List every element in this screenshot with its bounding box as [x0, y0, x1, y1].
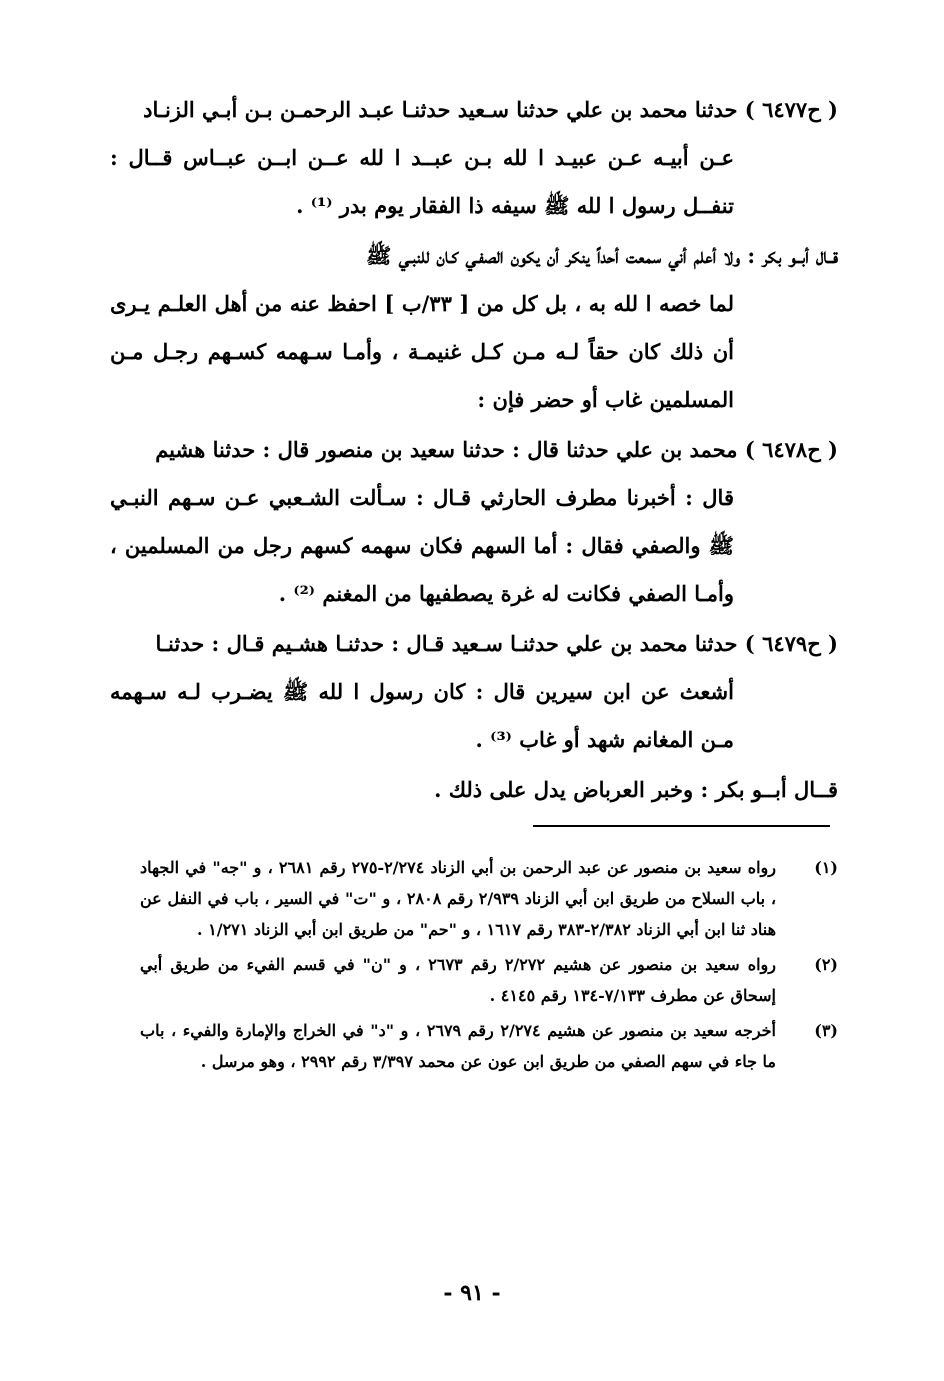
paragraph-first-line: ( ح٦٤٧٨ ) محمد بن علي حدثنا قال : حدثنا سعيد بن منصور قال : حدثنا هشيم — [155, 437, 838, 462]
footnote-2 — [140, 949, 838, 1011]
paragraph-continuation: لما خصه ا لله به ، بل كل من [ ٣٣/ب ] احفظ عنه من أهل العلـم يـرى أن ذلك كان حقاً لـه مـن كـل غنيمـة ، وأمـا سـهمه كسـهم رجـل مـن المسلمين غاب أو حضر فإن : — [110, 291, 734, 412]
footnotes — [140, 852, 838, 1081]
paragraph-first-line: قــال أبــو بكر : وخبر العرباض يدل على ذلك . — [434, 777, 838, 802]
paragraph-first-line: قــال أبــو بكر : ولا أعلم أني سمعت أحداً ينكر أن يكون الصفـي كـان للنبـي ﷺ — [365, 243, 838, 268]
paragraph-continuation: أشعث عن ابن سيرين قال : كان رسول ا لله ﷺ يضـرب لـه سـهمه مـن المغانم شهد أو غاب ⁽³⁾ . — [110, 679, 734, 752]
page-number: - ٩١ - — [443, 1280, 501, 1306]
footnote-text: أخرجه سعيد بن منصور عن هشيم ٢/٢٧٤ رقم ٢٦٧٩ ، و "د" في الخراج والإمارة والفيء ، باب ما جاء في سهم الصفي من طريق ابن عون عن محمد ٣/٣٩٧ رقم ٢٩٩٢ ، وهو مرسل . — [140, 1021, 777, 1071]
hadith-6477 — [110, 86, 838, 230]
abu-bakr-comment-1 — [110, 232, 838, 424]
main-text — [110, 86, 838, 814]
paragraph-first-line: ( ح٦٤٧٩ ) حدثنا محمد بن علي حدثنـا سـعيد قـال : حدثنـا هشـيم قـال : حدثنـا — [155, 631, 838, 656]
footnote-text: رواه سعيد بن منصور عن عبد الرحمن بن أبي الزناد ٢/٢٧٤-٢٧٥ رقم ٢٦٨١ ، و "جه" في الجهاد ، باب السلاح من طريق ابن أبي الزناد ٢/٩٣٩ رقم ٢٨٠٨ ، و "ت" في السير ، باب في النفل عن هناد ثنا ابن أبي الزناد ٢/٣٨٢-٣٨٣ رقم ١٦١٧ ، و "حم" من طريق ابن أبي الزناد ١/٢٧١ . — [140, 858, 776, 939]
hadith-6478 — [110, 426, 838, 618]
footnote-3 — [140, 1015, 838, 1077]
footnote-number: (٣) — [814, 1021, 838, 1040]
footnote-number: (٢) — [814, 955, 838, 974]
abu-bakr-comment-2 — [110, 766, 838, 814]
footnote-divider — [533, 825, 830, 827]
footnote-number: (١) — [814, 858, 838, 877]
paragraph-first-line: ( ح٦٤٧٧ ) حدثنا محمد بن علي حدثنا سـعيد حدثنـا عبـد الرحمـن بـن أبـي الزنـاد — [143, 97, 838, 122]
footnote-1 — [140, 852, 838, 945]
paragraph-continuation: عـن أبيـه عـن عبيـد ا لله بـن عبــد ا لله عــن ابــن عبــاس قــال : تنفــل رسول ا لله ﷺ سيفه ذا الفقار يوم بدر ⁽¹⁾ . — [110, 145, 734, 218]
footnote-text: رواه سعيد بن منصور عن هشيم ٢/٢٧٢ رقم ٢٦٧٣ ، و "ن" في قسم الفيء من طريق أبي إسحاق عن مطرف ٧/١٣٣-١٣٤ رقم ٤١٤٥ . — [140, 955, 776, 1005]
paragraph-continuation: قال : أخبرنا مطرف الحارثي قـال : سـألت الشـعبي عـن سـهم النبـي ﷺ والصفي فقال : أما السهم فكان سهمه كسهم رجل من المسلمين ، وأمـا الصفي فكانت له غرة يصطفيها من المغنم ⁽²⁾ . — [110, 485, 734, 606]
hadith-6479 — [110, 620, 838, 764]
